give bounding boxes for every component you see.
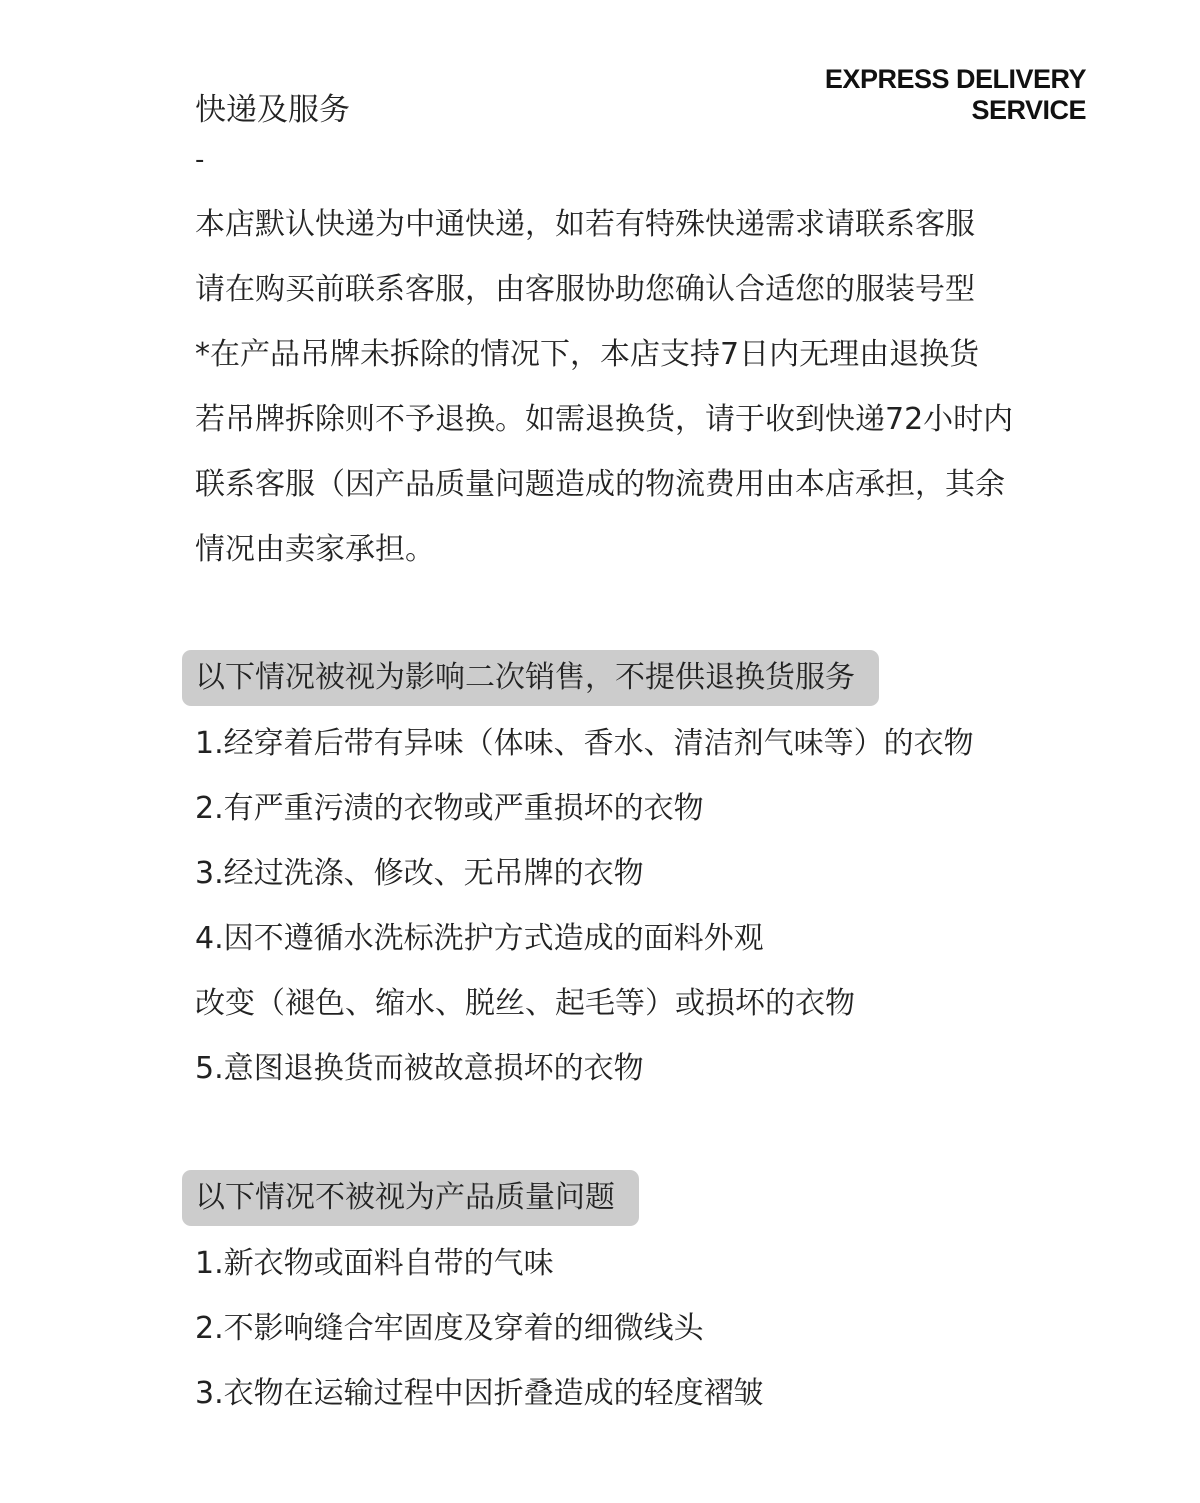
intro-line: 联系客服（因产品质量问题造成的物流费用由本店承担，其余 bbox=[195, 467, 1005, 502]
no-return-section-header: 以下情况被视为影响二次销售，不提供退换货服务 bbox=[182, 650, 879, 706]
list-item: 2.有严重污渍的衣物或严重损坏的衣物 bbox=[195, 791, 704, 826]
english-title-line2: SERVICE bbox=[971, 95, 1086, 125]
list-item: 3.经过洗涤、修改、无吊牌的衣物 bbox=[195, 856, 644, 891]
page-title: 快递及服务 bbox=[195, 92, 350, 128]
list-item: 2.不影响缝合牢固度及穿着的细微线头 bbox=[195, 1311, 704, 1346]
intro-paragraph bbox=[195, 192, 1095, 582]
intro-line: 本店默认快递为中通快递，如若有特殊快递需求请联系客服 bbox=[195, 207, 975, 242]
not-quality-issue-section bbox=[182, 1170, 1142, 1426]
title-separator: - bbox=[195, 145, 205, 175]
no-return-section bbox=[182, 650, 1142, 1101]
english-title-line1: EXPRESS DELIVERY bbox=[824, 64, 1086, 94]
english-title bbox=[825, 64, 1086, 126]
intro-line: 情况由卖家承担。 bbox=[195, 532, 435, 567]
intro-line: 请在购买前联系客服，由客服协助您确认合适您的服装号型 bbox=[195, 272, 975, 307]
list-item: 改变（褪色、缩水、脱丝、起毛等）或损坏的衣物 bbox=[195, 986, 855, 1021]
not-quality-issue-section-header: 以下情况不被视为产品质量问题 bbox=[182, 1170, 639, 1226]
list-item: 1.新衣物或面料自带的气味 bbox=[195, 1246, 554, 1281]
list-item: 4.因不遵循水洗标洗护方式造成的面料外观 bbox=[195, 921, 764, 956]
intro-line: 若吊牌拆除则不予退换。如需退换货，请于收到快递72小时内 bbox=[195, 402, 1014, 437]
intro-line: *在产品吊牌未拆除的情况下，本店支持7日内无理由退换货 bbox=[195, 337, 980, 372]
list-item: 1.经穿着后带有异味（体味、香水、清洁剂气味等）的衣物 bbox=[195, 726, 974, 761]
list-item: 5.意图退换货而被故意损坏的衣物 bbox=[195, 1051, 644, 1086]
list-item: 3.衣物在运输过程中因折叠造成的轻度褶皱 bbox=[195, 1376, 764, 1411]
not-quality-issue-list bbox=[182, 1231, 1142, 1426]
no-return-list bbox=[182, 711, 1142, 1101]
